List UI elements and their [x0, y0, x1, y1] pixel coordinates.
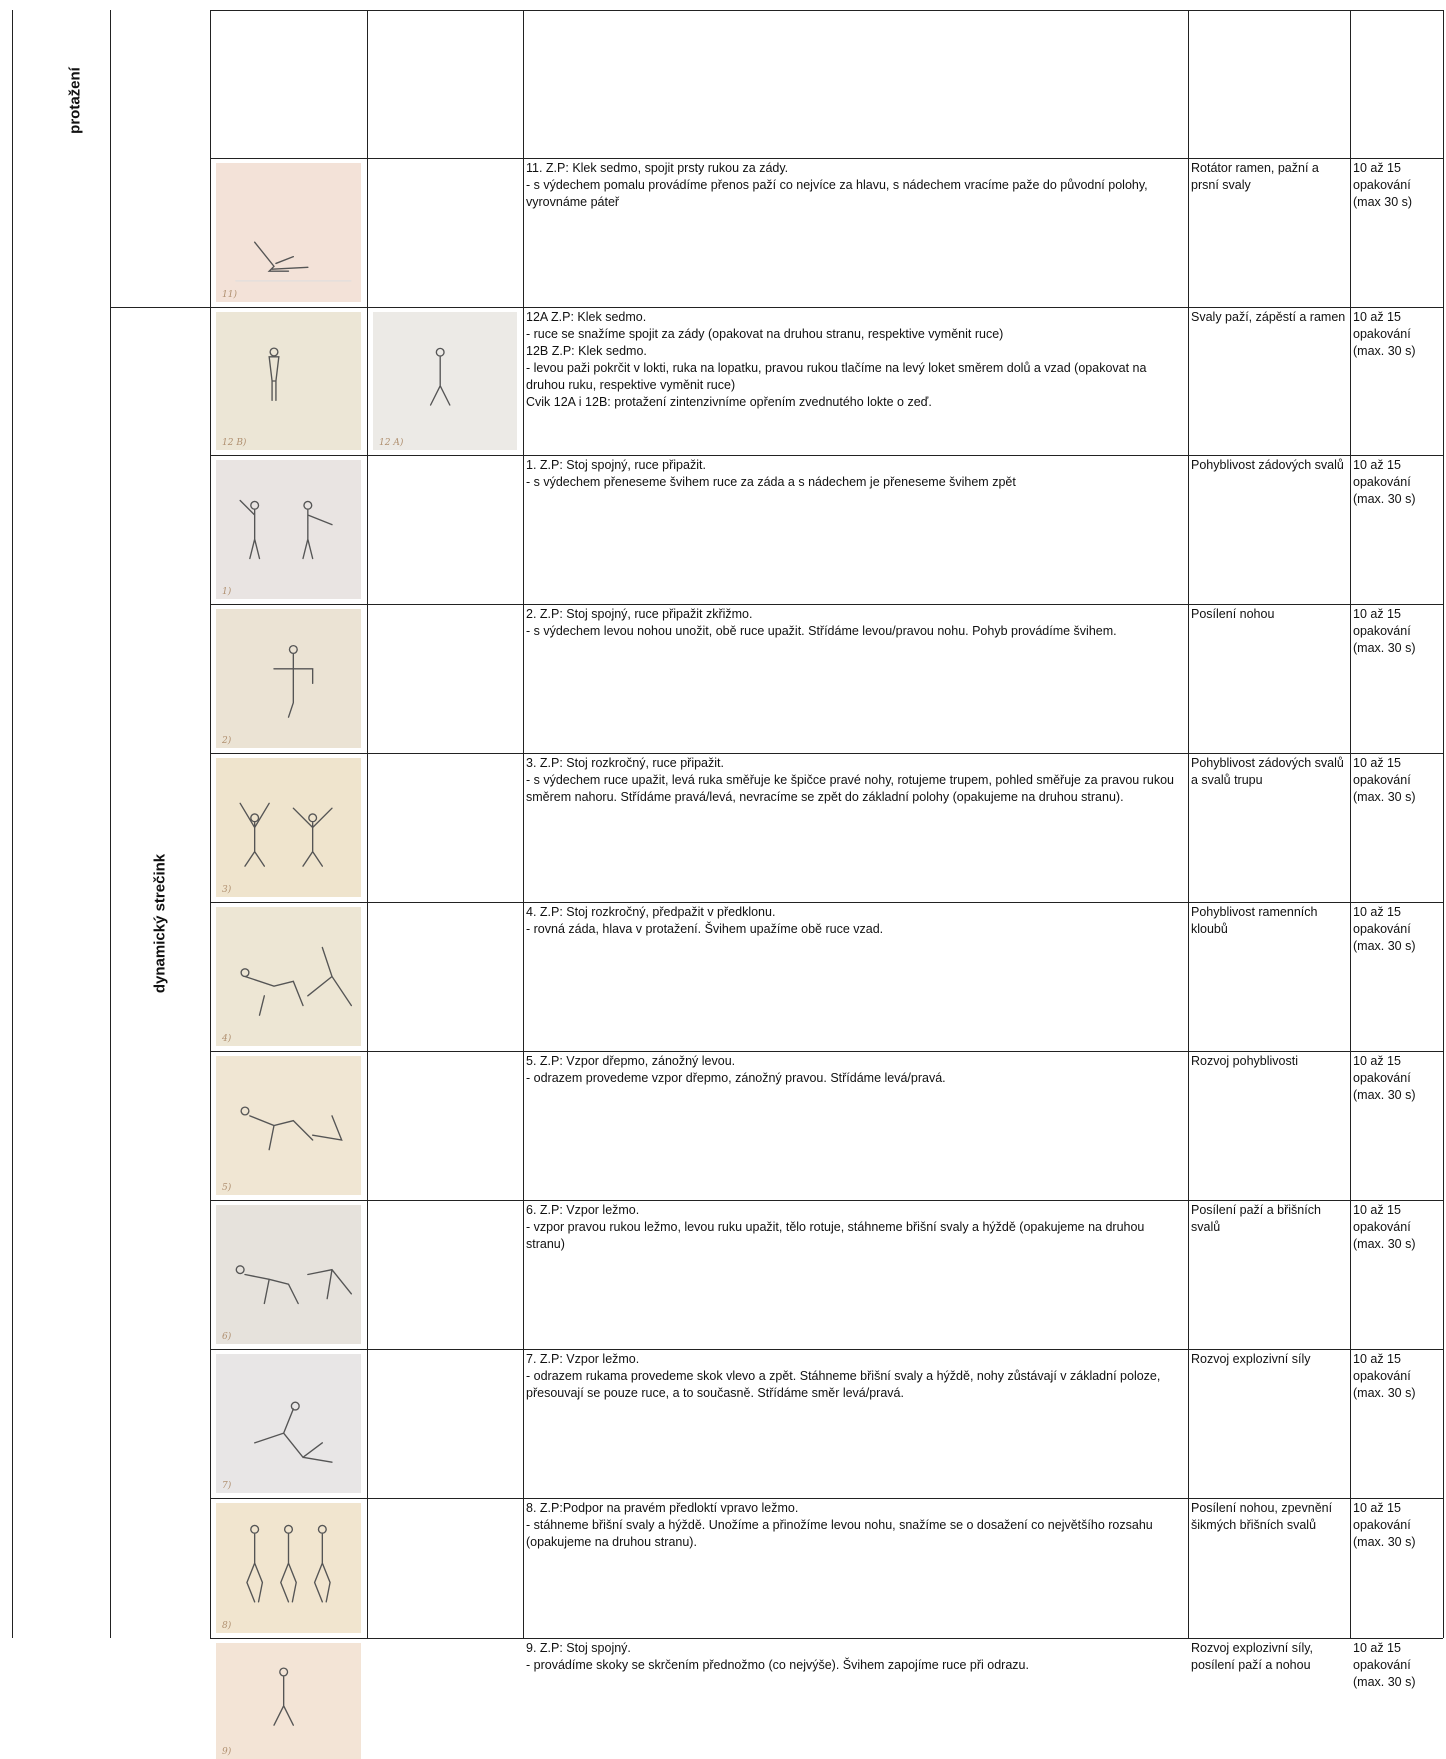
- exercise-description: 3. Z.P: Stoj rozkročný, ruce připažit. - s výdechem ruce upažit, levá ruka směřuje ke špičce pravé nohy, rotujeme trupem, pohled směřuje za pravou rukou směrem nahoru. Střídáme pravá/levá, nevracíme se zpět do základní polohy (opakujeme na druhou stranu).: [526, 756, 1174, 804]
- image-caption: 9): [222, 1747, 232, 1757]
- repetitions: 10 až 15 opakování (max. 30 s): [1353, 1641, 1416, 1689]
- repetitions: 10 až 15 opakování (max. 30 s): [1353, 1054, 1416, 1102]
- table-vline: [1443, 10, 1444, 1638]
- exercise-description: 4. Z.P: Stoj rozkročný, předpažit v předklonu. - rovná záda, hlava v protažení. Švihem upažíme obě ruce vzad.: [526, 905, 884, 936]
- target-muscles: Rozvoj explozivní síly, posílení paží a nohou: [1191, 1641, 1317, 1672]
- exercise-image: [216, 312, 361, 450]
- repetitions: 10 až 15 opakování (max. 30 s): [1353, 756, 1416, 804]
- target-muscles: Rotátor ramen, pažní a prsní svaly: [1191, 161, 1323, 192]
- exercise-description: 9. Z.P: Stoj spojný. - provádíme skoky se skrčením přednožmo (co nejvýše). Švihem zapojíme ruce při odrazu.: [526, 1641, 1029, 1672]
- exercise-image: [216, 1354, 361, 1493]
- exercise-description: 2. Z.P: Stoj spojný, ruce připažit zkřižmo. - s výdechem levou nohou unožit, obě ruce upažit. Střídáme levou/pravou nohu. Pohyb provádíme švihem.: [526, 607, 1117, 638]
- repetitions: 10 až 15 opakování (max. 30 s): [1353, 607, 1416, 655]
- image-caption: 8): [222, 1621, 232, 1631]
- table-vline: [12, 10, 13, 1638]
- target-muscles: Svaly paží, zápěstí a ramen: [1191, 310, 1346, 324]
- target-muscles: Pohyblivost zádových svalů a svalů trupu: [1191, 756, 1348, 787]
- repetitions: 10 až 15 opakování (max. 30 s): [1353, 1501, 1416, 1549]
- exercise-image: [216, 1503, 361, 1633]
- table-vline: [110, 10, 111, 1638]
- table-vline: [367, 10, 368, 1638]
- exercise-image: [216, 1205, 361, 1344]
- image-caption: 3): [222, 885, 232, 895]
- exercise-image: [216, 163, 361, 302]
- exercise-description: 5. Z.P: Vzpor dřepmo, zánožný levou. - odrazem provedeme vzpor dřepmo, zánožný pravou. Střídáme levá/pravá.: [526, 1054, 946, 1085]
- target-muscles: Posílení nohou: [1191, 607, 1275, 621]
- target-muscles: Rozvoj explozivní síly: [1191, 1352, 1311, 1366]
- target-muscles: Rozvoj pohyblivosti: [1191, 1054, 1298, 1068]
- exercise-description: 11. Z.P: Klek sedmo, spojit prsty rukou za zády. - s výdechem pomalu provádíme přenos paží co nejvíce za hlavu, s nádechem vracíme paže do původní polohy, vyrovnáme páteř: [526, 161, 1148, 209]
- table-vline: [210, 10, 211, 1638]
- exercise-description: 6. Z.P: Vzpor ležmo. - vzpor pravou rukou ležmo, levou ruku upažit, tělo rotuje, stáhneme břišní svaly a hýždě (opakujeme na druhou stranu): [526, 1203, 1145, 1251]
- exercise-description: 1. Z.P: Stoj spojný, ruce připažit. - s výdechem přeneseme švihem ruce za záda a s nádechem je přeneseme švihem zpět: [526, 458, 1016, 489]
- target-muscles: Pohyblivost ramenních kloubů: [1191, 905, 1321, 936]
- section-label-protazeni: protažení: [66, 67, 84, 134]
- repetitions: 10 až 15 opakování (max. 30 s): [1353, 1352, 1416, 1400]
- exercise-image: [216, 609, 361, 748]
- repetitions: 10 až 15 opakování (max. 30 s): [1353, 905, 1416, 953]
- exercise-description: 7. Z.P: Vzpor ležmo. - odrazem rukama provedeme skok vlevo a zpět. Stáhneme břišní svaly a hýždě, nohy zůstávají v základní poloze, přesouvají se pouze ruce, a to současně. Střídáme směr levá/pravá.: [526, 1352, 1161, 1400]
- exercise-description: 12A Z.P: Klek sedmo. - ruce se snažíme spojit za zády (opakovat na druhou stranu, respektive vyměnit ruce) 12B Z.P: Klek sedmo. - levou paži pokrčit v lokti, ruka na lopatku, pravou rukou tlačíme na levý loket směrem dolů a vzad (opakovat na druhou ruku, respektive vyměnit ruce) Cvik 12A i 12B: protažení zintenzivníme opřením zvednutého lokte o zeď.: [526, 310, 1147, 409]
- section-label-dynamicky-strecink: dynamický strečink: [151, 853, 169, 994]
- image-caption: 12 B): [222, 438, 247, 448]
- image-caption: 2): [222, 736, 232, 746]
- exercise-image: [216, 460, 361, 599]
- repetitions: 10 až 15 opakování (max 30 s): [1353, 161, 1415, 209]
- image-caption: 11): [222, 290, 237, 300]
- exercise-image: [216, 1643, 361, 1759]
- target-muscles: Posílení paží a břišních svalů: [1191, 1203, 1325, 1234]
- exercise-image: [216, 758, 361, 897]
- image-caption: 5): [222, 1183, 232, 1193]
- target-muscles: Posílení nohou, zpevnění šikmých břišních svalů: [1191, 1501, 1336, 1532]
- image-caption: 12 A): [379, 438, 404, 448]
- target-muscles: Pohyblivost zádových svalů: [1191, 458, 1344, 472]
- image-caption: 4): [222, 1034, 232, 1044]
- exercise-image: [216, 907, 361, 1046]
- repetitions: 10 až 15 opakování (max. 30 s): [1353, 458, 1416, 506]
- image-caption: 7): [222, 1481, 232, 1491]
- exercise-image: [216, 1056, 361, 1195]
- image-caption: 1): [222, 587, 232, 597]
- repetitions: 10 až 15 opakování (max. 30 s): [1353, 1203, 1416, 1251]
- table-hline: [210, 10, 1443, 11]
- repetitions: 10 až 15 opakování (max. 30 s): [1353, 310, 1416, 358]
- exercise-description: 8. Z.P:Podpor na pravém předloktí vpravo ležmo. - stáhneme břišní svaly a hýždě. Unožíme a přinožíme levou nohu, snažíme se o dosažení co největšího rozsahu (opakujeme na druhou stranu).: [526, 1501, 1153, 1549]
- image-caption: 6): [222, 1332, 232, 1342]
- exercise-image-secondary: [373, 312, 517, 450]
